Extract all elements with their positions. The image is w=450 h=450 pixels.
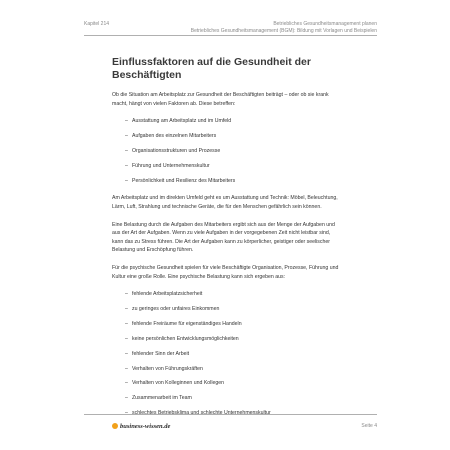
tasks-paragraph: Eine Belastung durch die Aufgaben des Mitarbeiters ergibt sich aus der Menge der Aufgaben und aus der Art der Aufgaben. Wenn zu viele Aufgaben in der vorgegebenen Zeit nicht leistbar sind, kann das zu Stress führen. Die Art der Aufgaben kann zu körperlicher, geistiger oder seelischer Belastung und Erschöpfung führen. — [112, 221, 335, 254]
header-section: Betriebliches Gesundheitsmanagement planen — [273, 21, 377, 27]
list-item-text: Führung und Unternehmenskultur — [132, 162, 210, 169]
dash-bullet: – — [125, 410, 128, 417]
factor-list — [112, 117, 342, 185]
list-item — [125, 320, 342, 329]
list-item-text: fehlende Freiräume für eigenständiges Handeln — [132, 320, 242, 327]
list-item — [125, 394, 342, 403]
list-item — [125, 379, 342, 388]
list-item-text: Aufgaben des einzelnen Mitarbeiters — [132, 133, 217, 140]
list-item-text: Persönlichkeit und Resilienz des Mitarbeiters — [132, 177, 236, 184]
list-item — [125, 132, 342, 141]
list-item — [125, 117, 342, 126]
list-item — [125, 290, 342, 299]
footer-divider — [84, 414, 377, 415]
page-title: Einflussfaktoren auf die Gesundheit der Beschäftigten — [112, 56, 311, 81]
list-item — [125, 335, 342, 344]
header-subtitle: Betriebliches Gesundheitsmanagement (BGM): Bildung mit Vorlagen und Beispielen — [190, 28, 377, 34]
psychological-paragraph: Für die psychische Gesundheit spielen für viele Beschäftigte Organisation, Prozesse, Führung und Kultur eine große Rolle. Eine psychische Belastung kann sich ergeben aus: — [112, 264, 339, 280]
list-item-text: Ausstattung am Arbeitsplatz und im Umfeld — [132, 118, 232, 125]
list-item-text: zu geringes oder unfaires Einkommen — [132, 305, 220, 312]
dash-bullet: – — [125, 147, 128, 154]
dash-bullet: – — [125, 320, 128, 327]
dash-bullet: – — [125, 305, 128, 312]
list-item — [125, 305, 342, 314]
dash-bullet: – — [125, 133, 128, 140]
dash-bullet: – — [125, 365, 128, 372]
list-item-text: Verhalten von Führungskräften — [132, 365, 203, 372]
brand-logo[interactable] — [112, 421, 170, 431]
brand-name: business-wissen.de — [120, 422, 171, 430]
document-page — [59, 0, 391, 450]
dash-bullet: – — [125, 395, 128, 402]
intro-paragraph: Ob die Situation am Arbeitsplatz zur Gesundheit der Beschäftigten beiträgt – oder ob sie krank macht, hängt von vielen Faktoren ab. Diese betreffen: — [112, 92, 329, 107]
stressor-list — [112, 290, 342, 418]
list-item — [125, 365, 342, 374]
list-item — [125, 350, 342, 359]
list-item-text: fehlender Sinn der Arbeit — [132, 350, 190, 357]
list-item-text: Organisationsstrukturen und Prozesse — [132, 147, 221, 154]
list-item-text: keine persönlichen Entwicklungsmöglichkeiten — [132, 335, 239, 342]
list-item — [125, 147, 342, 156]
header-chapter: Kapitel 214 — [84, 21, 110, 27]
page-content — [112, 91, 342, 427]
dash-bullet: – — [125, 335, 128, 342]
orange-dot-logo-icon — [112, 423, 118, 429]
dash-bullet: – — [125, 118, 128, 125]
workplace-paragraph: Am Arbeitsplatz und im direkten Umfeld geht es um Ausstattung und Technik: Möbel, Beleuchtung, Lärm, Luft, Strahlung und technische Geräte, die für den Menschen gefährlich sein können. — [112, 195, 338, 210]
list-item-text: Zusammenarbeit im Team — [132, 395, 192, 402]
list-item — [125, 177, 342, 186]
list-item-text: schlechtes Betriebsklima und schlechte Unternehmenskultur — [132, 410, 271, 417]
header-divider — [84, 35, 377, 36]
list-item-text: fehlende Arbeitsplatzsicherheit — [132, 291, 203, 298]
dash-bullet: – — [125, 291, 128, 298]
list-item — [125, 162, 342, 171]
dash-bullet: – — [125, 350, 128, 357]
dash-bullet: – — [125, 380, 128, 387]
list-item-text: Verhalten von Kolleginnen und Kollegen — [132, 380, 225, 387]
page-number: Seite 4 — [361, 423, 377, 429]
dash-bullet: – — [125, 162, 128, 169]
dash-bullet: – — [125, 177, 128, 184]
